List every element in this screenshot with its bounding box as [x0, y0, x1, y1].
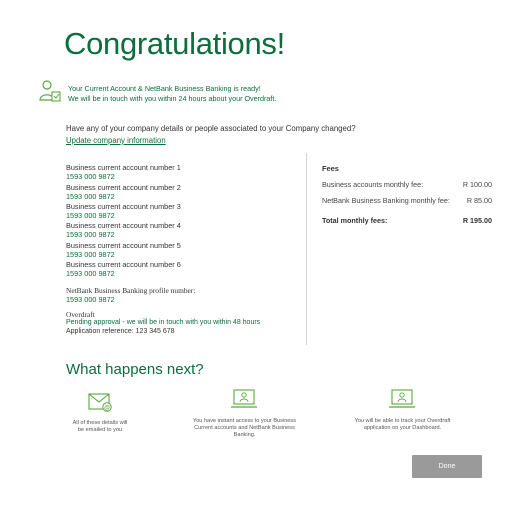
total-fees-amount: R 195.00 [462, 216, 492, 225]
fee-label: Business accounts monthly fee: [322, 180, 424, 189]
svg-text:@: @ [103, 405, 111, 412]
overdraft-status: Pending approval - we will be in touch with you within 48 hours [66, 319, 261, 326]
total-fees-label: Total monthly fees: [322, 216, 388, 225]
account-number: 1593 000 9872 [66, 192, 115, 201]
profile-number: 1593 000 9872 [66, 295, 115, 304]
envelope-icon [87, 390, 113, 414]
laptop-user-icon [389, 388, 415, 412]
account-label: Business current account number 6 [66, 260, 181, 269]
fee-label: NetBank Business Banking monthly fee: [322, 196, 450, 205]
account-number: 1593 000 9872 [66, 269, 115, 278]
ready-message-line2: We will be in touch with you within 24 hours about your Overdraft. [68, 94, 277, 103]
account-number: 1593 000 9872 [66, 211, 115, 220]
account-number: 1593 000 9872 [66, 172, 115, 181]
next-steps-title: What happens next? [66, 361, 204, 378]
ready-message-line1: Your Current Account & NetBank Business Banking is ready! [68, 84, 261, 93]
account-label: Business current account number 4 [66, 221, 181, 230]
application-reference: Application reference: 123 345 678 [66, 328, 175, 335]
account-label: Business current account number 5 [66, 241, 181, 250]
user-icon [38, 78, 62, 104]
account-number: 1593 000 9872 [66, 250, 115, 259]
update-company-link[interactable]: Update company information [66, 136, 166, 145]
account-label: Business current account number 2 [66, 183, 181, 192]
done-button[interactable]: Done [412, 455, 482, 478]
laptop-user-icon [231, 388, 257, 412]
fees-title: Fees [322, 164, 339, 173]
account-label: Business current account number 3 [66, 202, 181, 211]
overdraft-label: Overdraft [66, 310, 95, 319]
fee-amount: R 85.00 [466, 196, 492, 205]
company-question: Have any of your company details or people associated to your Company changed? [66, 124, 356, 133]
account-number: 1593 000 9872 [66, 230, 115, 239]
account-label: Business current account number 1 [66, 163, 181, 172]
profile-label: NetBank Business Banking profile number: [66, 286, 196, 295]
column-divider [306, 153, 307, 345]
step-text: All of these details will be emailed to you [72, 420, 128, 433]
page-title: Congratulations! [64, 26, 285, 61]
fee-amount: R 100.00 [462, 180, 492, 189]
step-text: You have instant access to your Business Current accounts and NetBank Business Banking. [192, 418, 297, 438]
step-text: You will be able to track your Overdraft application on your Dashboard. [354, 418, 451, 431]
